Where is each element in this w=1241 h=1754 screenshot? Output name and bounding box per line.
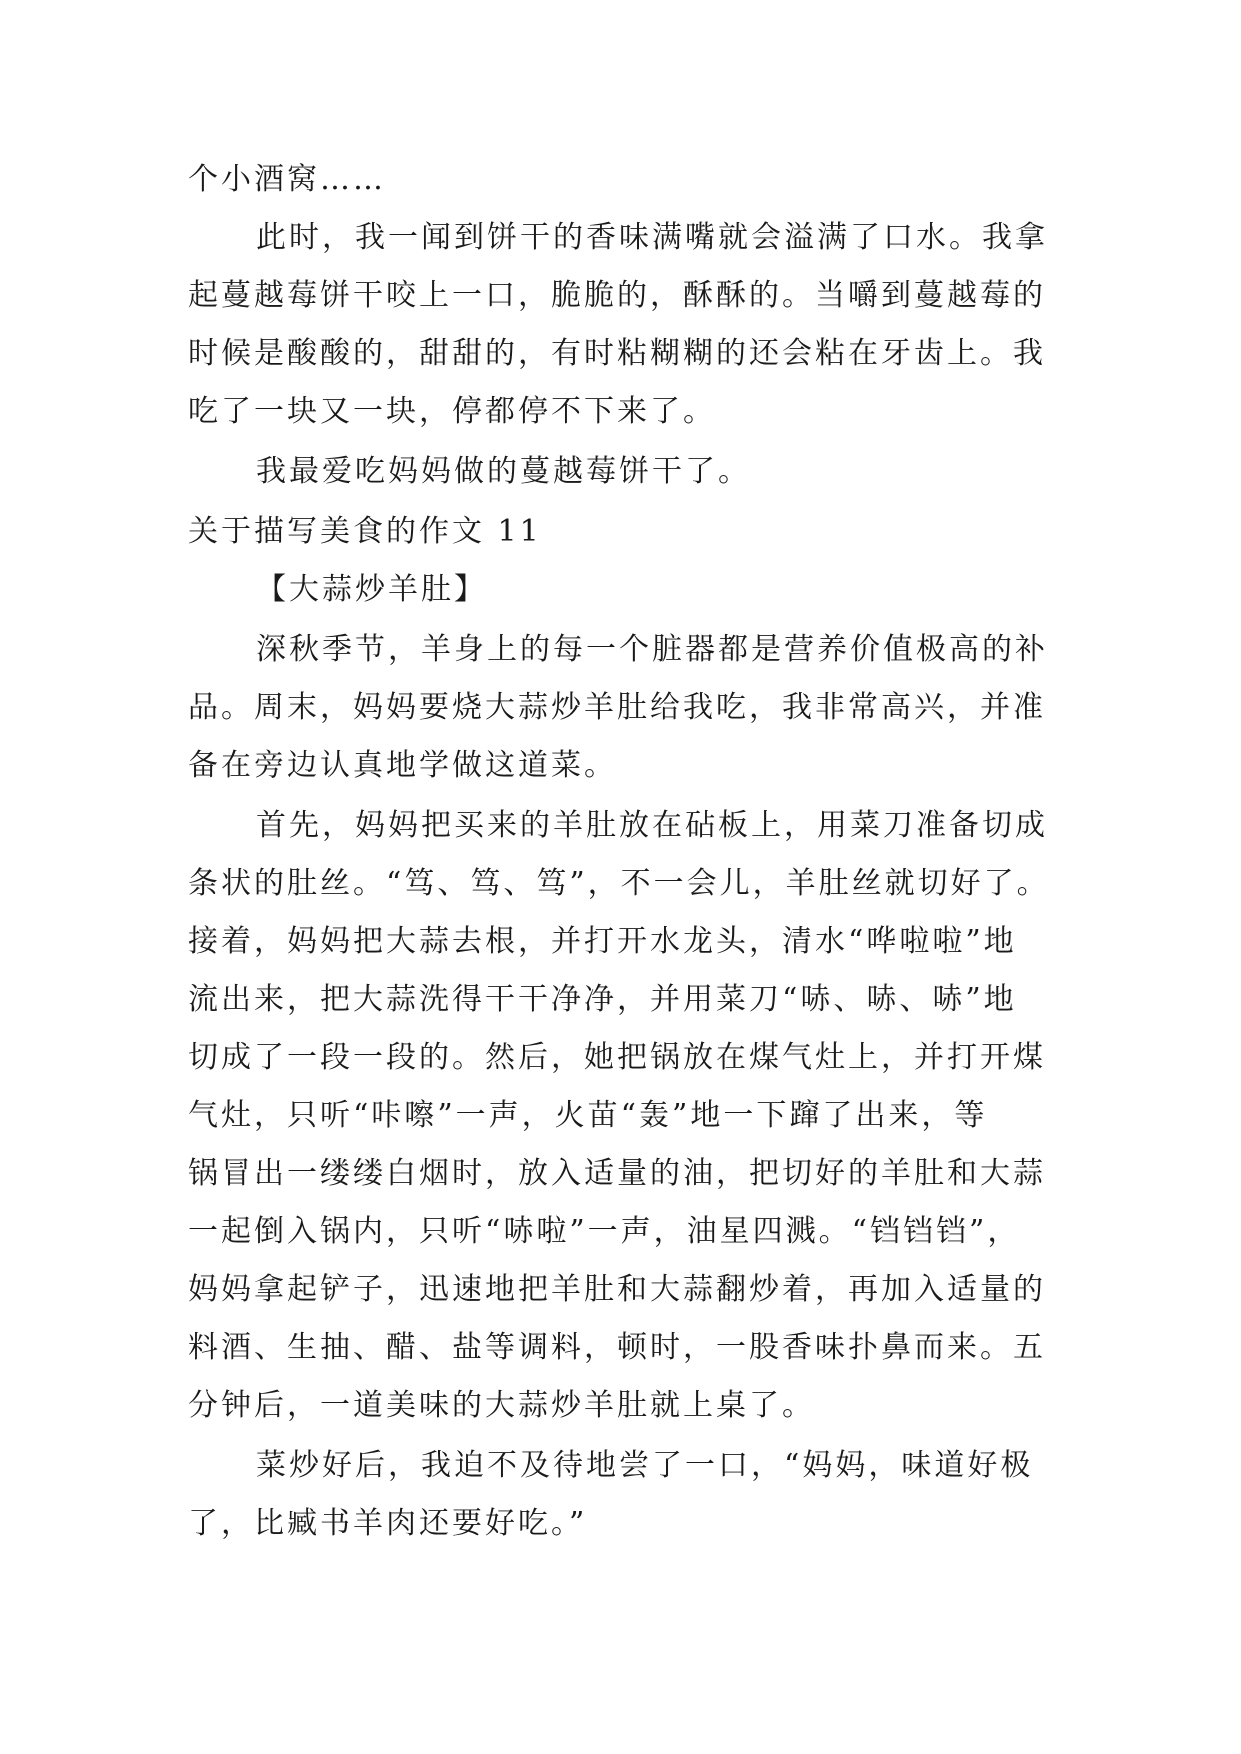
text-line: 切成了一段一段的。然后，她把锅放在煤气灶上，并打开煤 (188, 1040, 1046, 1075)
text-line: 一起倒入锅内，只听“哧啦”一声，油星四溅。“铛铛铛”， (188, 1214, 1021, 1249)
essay-heading: 关于描写美食的作文 11 (188, 514, 542, 549)
text-line: 品。周末，妈妈要烧大蒜炒羊肚给我吃，我非常高兴，并准 (188, 690, 1046, 725)
text-line: 妈妈拿起铲子，迅速地把羊肚和大蒜翻炒着，再加入适量的 (188, 1272, 1046, 1307)
paragraph-first-line: 首先，妈妈把买来的羊肚放在砧板上，用菜刀准备切成 (256, 808, 1048, 843)
paragraph-first-line: 菜炒好后，我迫不及待地尝了一口，“妈妈，味道好极 (256, 1448, 1034, 1483)
text-line: 了，比臧书羊肉还要好吃。” (188, 1506, 588, 1541)
text-line: 条状的肚丝。“笃、笃、笃”，不一会儿，羊肚丝就切好了。 (188, 866, 1050, 901)
text-line: 分钟后，一道美味的大蒜炒羊肚就上桌了。 (188, 1388, 815, 1423)
text-line: 备在旁边认真地学做这道菜。 (188, 748, 617, 783)
text-line: 接着，妈妈把大蒜去根，并打开水龙头，清水“哗啦啦”地 (188, 924, 1017, 959)
text-line: 锅冒出一缕缕白烟时，放入适量的油，把切好的羊肚和大蒜 (188, 1156, 1046, 1191)
dish-title: 【大蒜炒羊肚】 (256, 572, 487, 607)
text-line: 气灶，只听“咔嚓”一声，火苗“轰”地一下蹿了出来，等 (188, 1098, 988, 1133)
paragraph-first-line: 深秋季节，羊身上的每一个脏器都是营养价值极高的补 (256, 632, 1048, 667)
text-line: 起蔓越莓饼干咬上一口，脆脆的，酥酥的。当嚼到蔓越莓的 (188, 278, 1046, 313)
paragraph-first-line: 此时，我一闻到饼干的香味满嘴就会溢满了口水。我拿 (256, 220, 1048, 255)
text-line: 吃了一块又一块，停都停不下来了。 (188, 394, 716, 429)
text-line: 料酒、生抽、醋、盐等调料，顿时，一股香味扑鼻而来。五 (188, 1330, 1046, 1365)
paragraph-first-line: 我最爱吃妈妈做的蔓越莓饼干了。 (256, 454, 751, 489)
text-line: 流出来，把大蒜洗得干干净净，并用菜刀“哧、哧、哧”地 (188, 982, 1017, 1017)
text-line: 时候是酸酸的，甜甜的，有时粘糊糊的还会粘在牙齿上。我 (188, 336, 1046, 371)
text-line: 个小酒窝…… (188, 162, 386, 197)
